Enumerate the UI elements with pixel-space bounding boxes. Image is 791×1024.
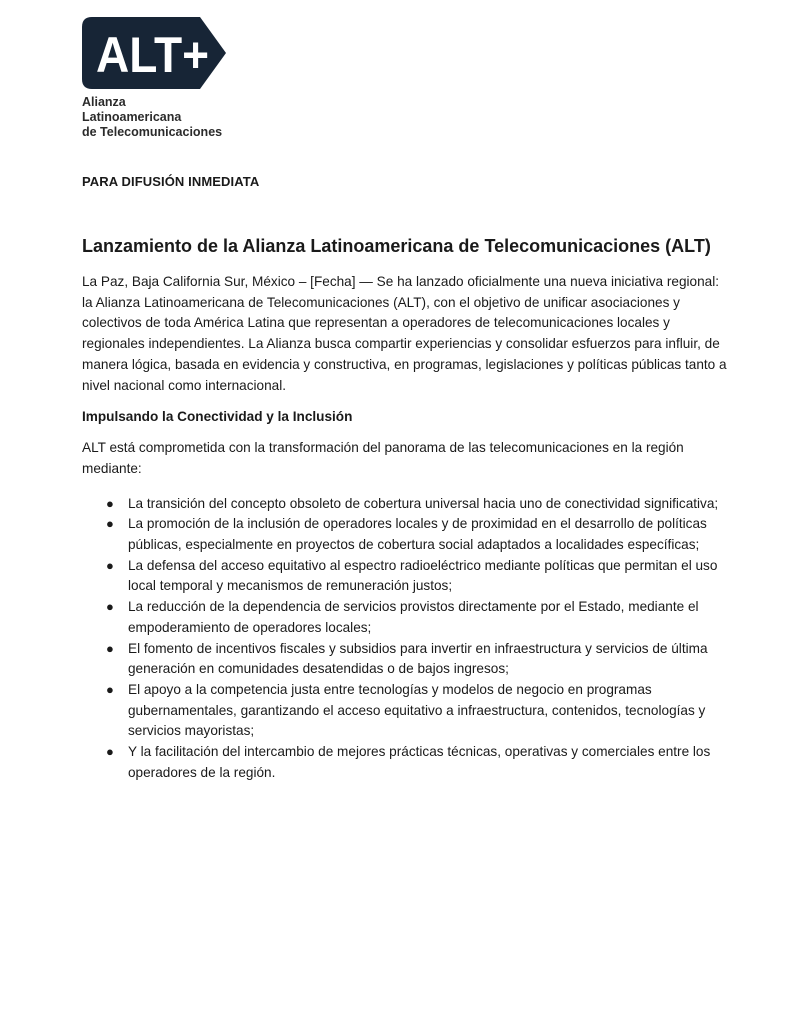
list-item (82, 639, 727, 680)
commitments-list (82, 494, 727, 784)
logo-organization-name (82, 95, 232, 140)
logo-name-line-2: Latinoamericana (82, 110, 182, 124)
bullet-icon: ● (106, 640, 114, 656)
list-item-text: La transición del concepto obsoleto de cobertura universal hacia uno de conectividad significativa; (128, 495, 719, 511)
bullet-icon: ● (106, 557, 114, 573)
section-heading: Impulsando la Conectividad y la Inclusión (82, 409, 353, 425)
alt-logo-mark (82, 17, 228, 89)
lead-paragraph: La Paz, Baja California Sur, México – [Fecha] — Se ha lanzado oficialmente una nueva iniciativa regional: la Alianza Latinoamericana de Telecomunicaciones (ALT), con el objetivo de unificar asociaciones y colectivos de toda América Latina que representan a operadores de telecomunicaciones locales y regionales independientes. La Alianza busca compartir experiencias y consolidar esfuerzos para influir, de manera lógica, basada en evidencia y constructiva, en programas, legislaciones y políticas públicas tanto a nivel nacional como internacional. (82, 274, 727, 393)
bullet-icon: ● (106, 599, 114, 615)
list-item-text: Y la facilitación del intercambio de mejores prácticas técnicas, operativas y comerciales entre los operadores de la región. (128, 744, 711, 780)
logo-name-line-3: de Telecomunicaciones (82, 125, 223, 139)
list-item (82, 742, 727, 783)
document-title: Lanzamiento de la Alianza Latinoamericana de Telecomunicaciones (ALT) (82, 236, 711, 256)
logo-name-line-1: Alianza (82, 95, 126, 109)
section-intro: ALT está comprometida con la transformación del panorama de las telecomunicaciones en la región mediante: (82, 440, 684, 476)
list-item-text: El apoyo a la competencia justa entre tecnologías y modelos de negocio en programas gubernamentales, garantizando el acceso equitativo a infraestructura, contenidos, tecnologías y servicios mayoristas; (128, 681, 706, 739)
bullet-icon: ● (106, 495, 114, 511)
bullet-icon: ● (106, 516, 114, 532)
bullet-icon: ● (106, 744, 114, 760)
list-item (82, 494, 727, 515)
bullet-icon: ● (106, 681, 114, 697)
list-item-text: La reducción de la dependencia de servicios provistos directamente por el Estado, mediante el empoderamiento de operadores locales; (128, 599, 699, 635)
alt-logo (82, 17, 232, 140)
list-item (82, 556, 727, 597)
list-item-text: El fomento de incentivos fiscales y subsidios para invertir en infraestructura y servicios de última generación en comunidades desatendidas o de bajos ingresos; (128, 640, 708, 677)
list-item (82, 597, 727, 638)
release-label: PARA DIFUSIÓN INMEDIATA (82, 174, 260, 189)
list-item-text: La defensa del acceso equitativo al espectro radioeléctrico mediante políticas que permitan el uso local temporal y mecanismos de remuneración justos; (128, 557, 718, 594)
list-item (82, 514, 727, 555)
list-item-text: La promoción de la inclusión de operadores locales y de proximidad en el desarrollo de políticas públicas, especialmente en proyectos de cobertura social adaptados a localidades específicas; (128, 516, 707, 553)
logo-mark-text: ALT+ (96, 27, 209, 83)
press-release-body (82, 234, 727, 783)
list-item (82, 680, 727, 742)
